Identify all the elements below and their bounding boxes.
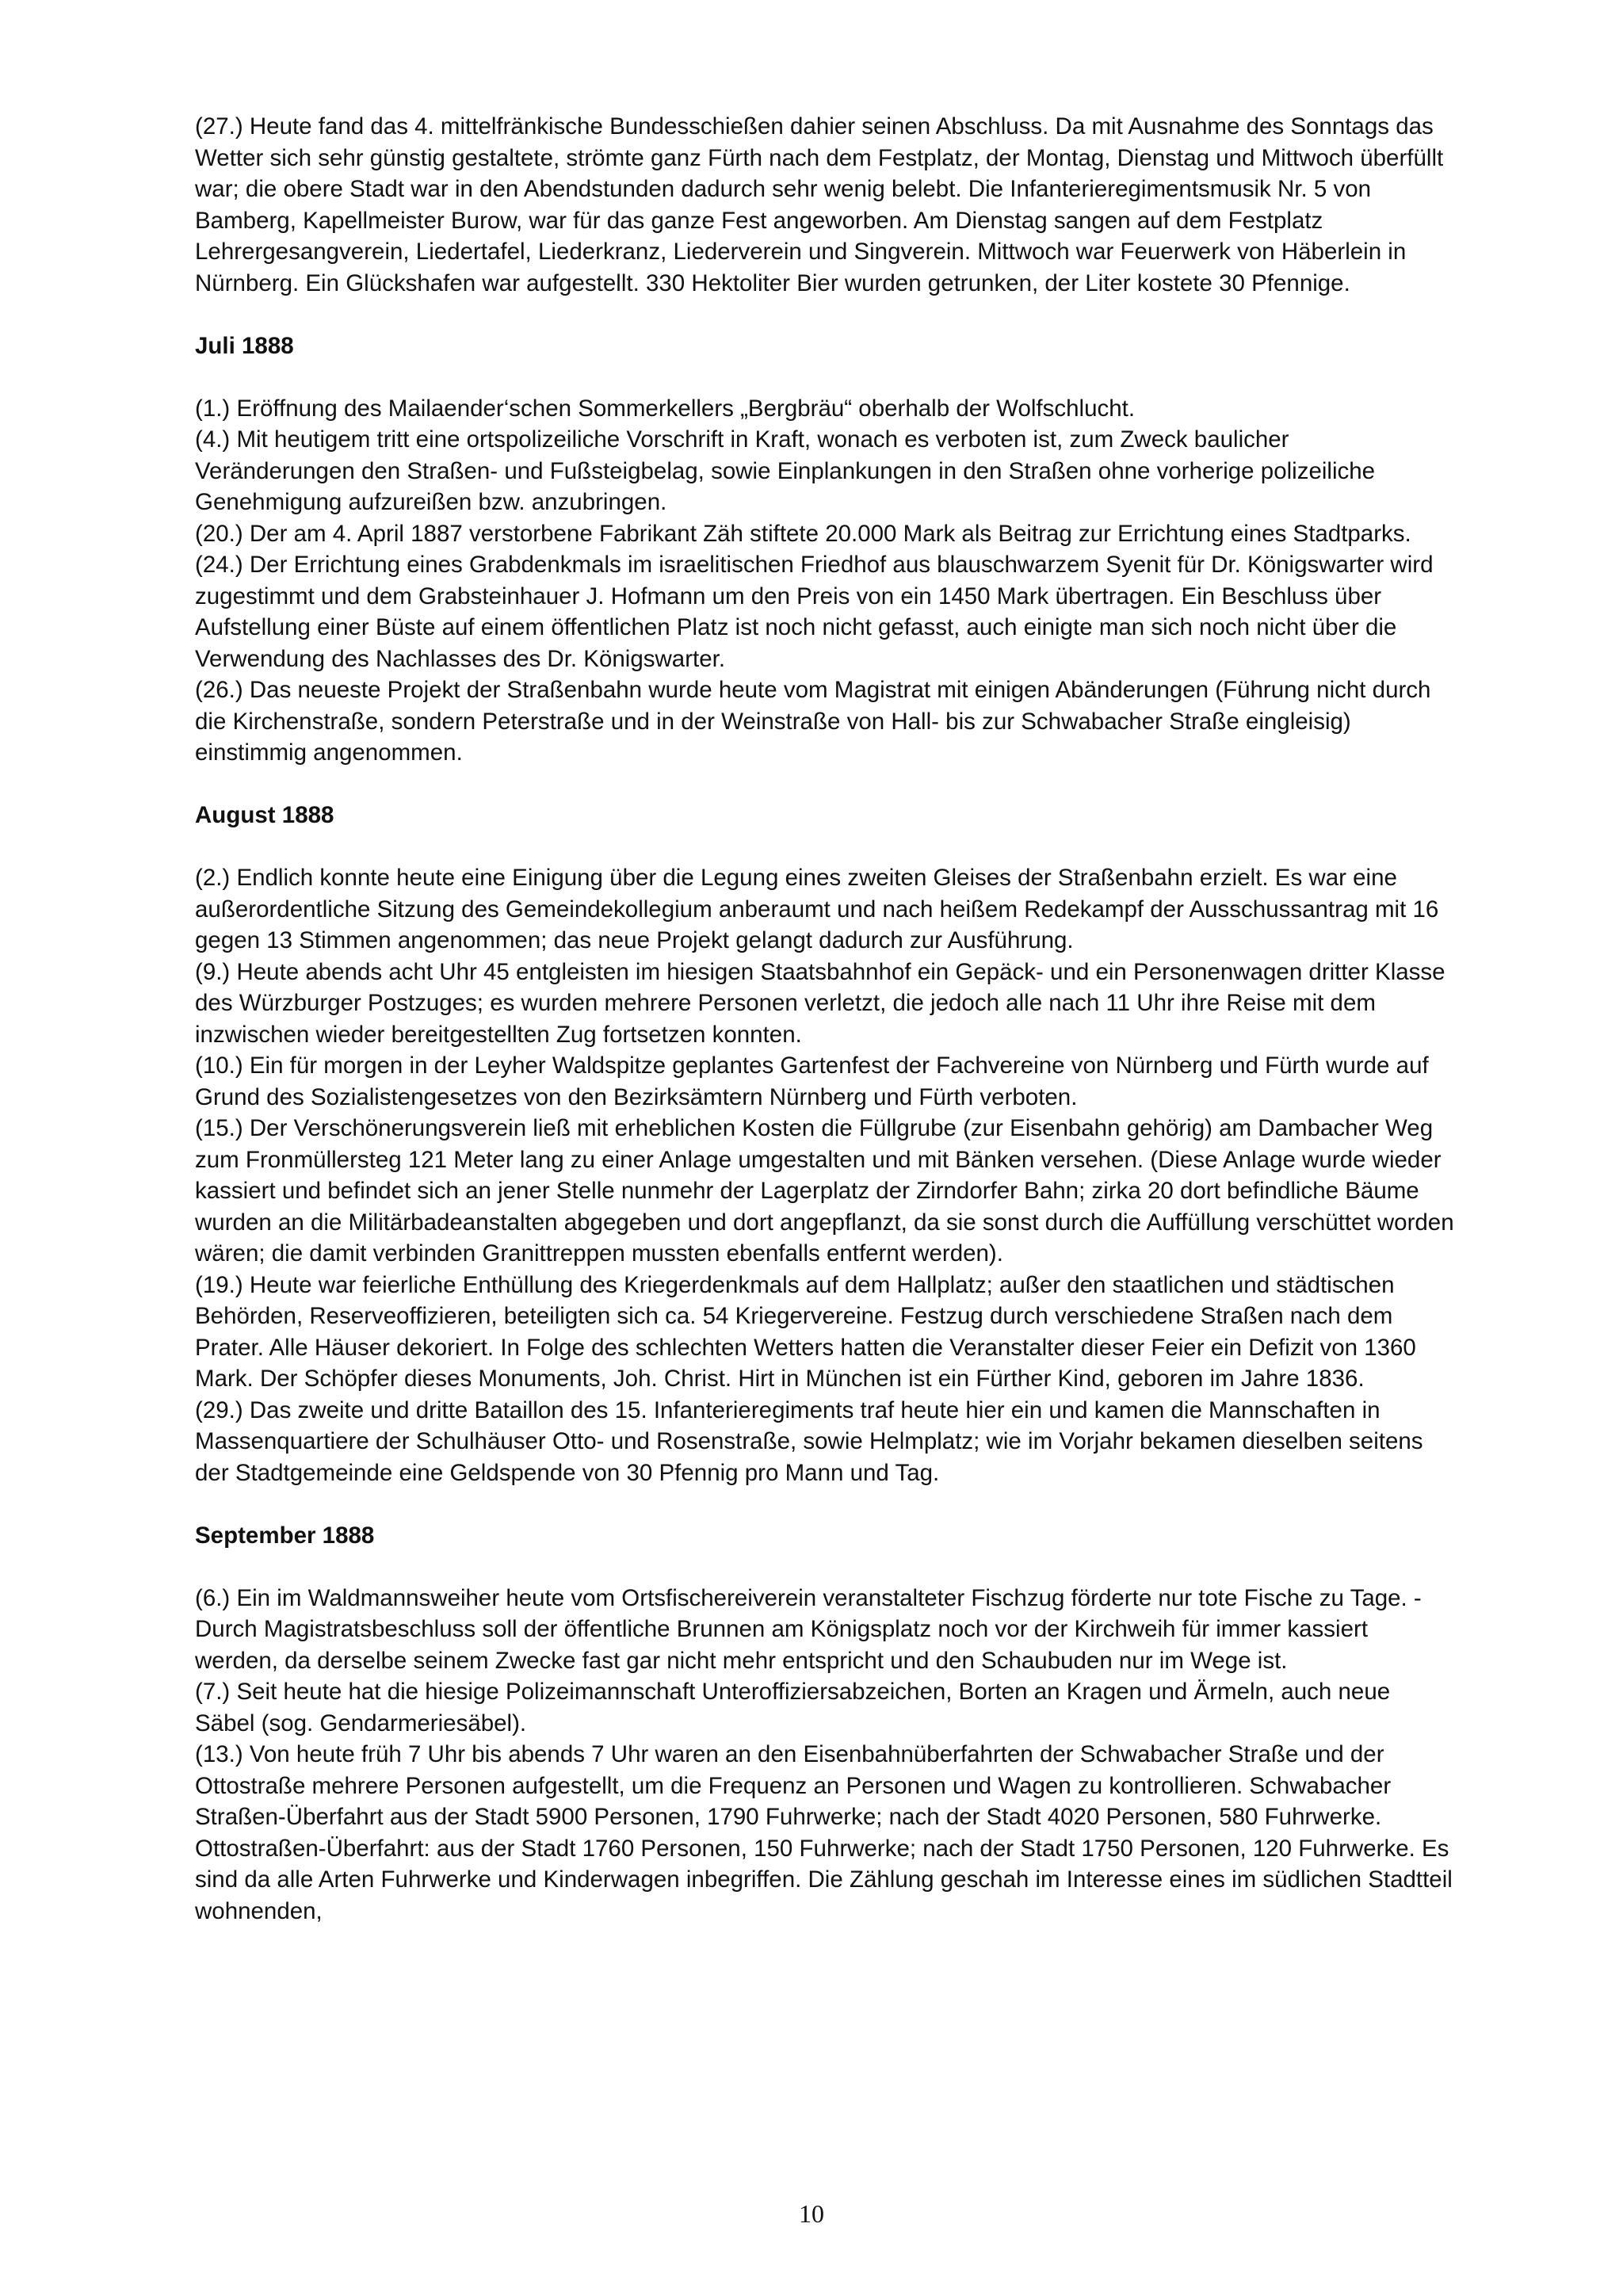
section-juli-1888 — [195, 330, 1455, 769]
entry: (10.) Ein für morgen in der Leyher Waldspitze geplantes Gartenfest der Fachvereine von Nürnberg und Fürth wurde auf Grund des Sozialistengesetzes von den Bezirksämtern Nürnberg und Fürth verboten. — [195, 1052, 1429, 1110]
entry: (26.) Das neueste Projekt der Straßenbahn wurde heute vom Magistrat mit einigen Abänderungen (Führung nicht durch die Kirchenstraße, sondern Peterstraße und in der Weinstraße von Hall- bis zur Schwabacher Straße eingleisig) einstimmig angenommen. — [195, 677, 1431, 766]
entry: (13.) Von heute früh 7 Uhr bis abends 7 Uhr waren an den Eisenbahnüberfahrten der Schwabacher Straße und der Ottostraße mehrere Personen aufgestellt, um die Frequenz an Personen und Wagen zu kontrollieren. Schwabacher Straßen-Überfahrt aus der Stadt 5900 Personen, 1790 Fuhrwerke; nach der Stadt 4020 Personen, 580 Fuhrwerke. Ottostraßen-Überfahrt: aus der Stadt 1760 Personen, 150 Fuhrwerke; nach der Stadt 1750 Personen, 120 Fuhrwerke. Es sind da alle Arten Fuhrwerke und Kinderwagen inbegriffen. Die Zählung geschah im Interesse eines im südlichen Stadtteil wohnenden, — [195, 1741, 1453, 1924]
entry: (15.) Der Verschönerungsverein ließ mit erheblichen Kosten die Füllgrube (zur Eisenbahn gehörig) am Dambacher Weg zum Fronmüllersteg 121 Meter lang zu einer Anlage umgestalten und mit Bänken versehen. (Diese Anlage wurde wieder kassiert und befindet sich an jener Stelle nunmehr der Lagerplatz der Zirndorfer Bahn; zirka 20 dort befindliche Bäume wurden an die Militärbadeanstalten abgegeben und dort angepflanzt, da sie sonst durch die Auffüllung verschüttet worden wären; die damit verbinden Granittreppen mussten ebenfalls entfernt werden). — [195, 1115, 1454, 1266]
section-heading: September 1888 — [195, 1522, 375, 1549]
entry: (24.) Der Errichtung eines Grabdenkmals im israelitischen Friedhof aus blauschwarzem Syenit für Dr. Königswarter wird zugestimmt und dem Grabsteinhauer J. Hofmann um den Preis von ein 1450 Mark übertragen. Ein Beschluss über Aufstellung einer Büste auf einem öffentlichen Platz ist noch nicht gefasst, auch einigte man sich noch nicht über die Verwendung des Nachlasses des Dr. Königswarter. — [195, 552, 1434, 672]
section-august-1888 — [195, 800, 1455, 1488]
entry: (2.) Endlich konnte heute eine Einigung über die Legung eines zweiten Gleises der Straßenbahn erzielt. Es war eine außerordentliche Sitzung des Gemeindekollegium anberaumt und nach heißem Redekampf der Ausschussantrag mit 16 gegen 13 Stimmen angenommen; das neue Projekt gelangt dadurch zur Ausführung. — [195, 865, 1439, 953]
page-number: 10 — [799, 2199, 824, 2228]
entry: (29.) Das zweite und dritte Bataillon des 15. Infanterieregiments traf heute hier ein und kamen die Mannschaften in Massenquartiere der Schulhäuser Otto- und Rosenstraße, sowie Helmplatz; wie im Vorjahr bekamen dieselben seitens der Stadtgemeinde eine Geldspende von 30 Pfennig pro Mann und Tag. — [195, 1396, 1423, 1486]
section-september-1888 — [195, 1520, 1455, 1927]
entry: (19.) Heute war feierliche Enthüllung des Kriegerdenkmals auf dem Hallplatz; außer den staatlichen und städtischen Behörden, Reserveoffizieren, beteiligten sich ca. 54 Kriegervereine. Festzug durch verschiedene Straßen nach dem Prater. Alle Häuser dekoriert. In Folge des schlechten Wetters hatten die Veranstalter dieser Feier ein Defizit von 1360 Mark. Der Schöpfer dieses Monuments, Joh. Christ. Hirt in München ist ein Fürther Kind, geboren im Jahre 1836. — [195, 1271, 1416, 1392]
entry: (20.) Der am 4. April 1887 verstorbene Fabrikant Zäh stiftete 20.000 Mark als Beitrag zur Errichtung eines Stadtparks. — [195, 520, 1411, 547]
section-heading: Juli 1888 — [195, 332, 294, 359]
entry: (9.) Heute abends acht Uhr 45 entgleisten im hiesigen Staatsbahnhof ein Gepäck- und ein Personenwagen dritter Klasse des Würzburger Postzuges; es wurden mehrere Personen verletzt, die jedoch alle nach 11 Uhr ihre Reise mit dem inzwischen wieder bereitgestellten Zug fortsetzen konnten. — [195, 958, 1445, 1048]
entry: (7.) Seit heute hat die hiesige Polizeimannschaft Unteroffiziersabzeichen, Borten an Kragen und Ärmeln, auch neue Säbel (sog. Gendarmeriesäbel). — [195, 1679, 1391, 1736]
section-heading: August 1888 — [195, 802, 334, 828]
entry: (6.) Ein im Waldmannsweiher heute vom Ortsfischereiverein veranstalteter Fischzug förderte nur tote Fische zu Tage. - Durch Magistratsbeschluss soll der öffentliche Brunnen am Königsplatz noch vor der Kirchweih für immer kassiert werden, da derselbe seinem Zwecke fast gar nicht mehr entspricht und den Schaubuden nur im Wege ist. — [195, 1584, 1422, 1674]
intro-paragraph: (27.) Heute fand das 4. mittelfränkische Bundesschießen dahier seinen Abschluss. Da mit Ausnahme des Sonntags das Wetter sich sehr günstig gestaltete, strömte ganz Fürth nach dem Festplatz, der Montag, Dienstag und Mittwoch überfüllt war; die obere Stadt war in den Abendstunden dadurch sehr wenig belebt. Die Infanterieregimentsmusik Nr. 5 von Bamberg, Kapellmeister Burow, war für das ganze Fest angeworben. Am Dienstag sangen auf dem Festplatz Lehrergesangverein, Liedertafel, Liederkranz, Liederverein und Singverein. Mittwoch war Feuerwerk von Häberlein in Nürnberg. Ein Glückshafen war aufgestellt. 330 Hektoliter Bier wurden getrunken, der Liter kostete 30 Pfennige. — [195, 113, 1444, 296]
document-page — [195, 111, 1455, 1927]
entry: (4.) Mit heutigem tritt eine ortspolizeiliche Vorschrift in Kraft, wonach es verboten ist, zum Zweck baulicher Veränderungen den Straßen- und Fußsteigbelag, sowie Einplankungen in den Straßen ohne vorherige polizeiliche Genehmigung aufzureißen bzw. anzubringen. — [195, 426, 1376, 515]
entry: (1.) Eröffnung des Mailaender‘schen Sommerkellers „Bergbräu“ oberhalb der Wolfschlucht. — [195, 395, 1136, 422]
